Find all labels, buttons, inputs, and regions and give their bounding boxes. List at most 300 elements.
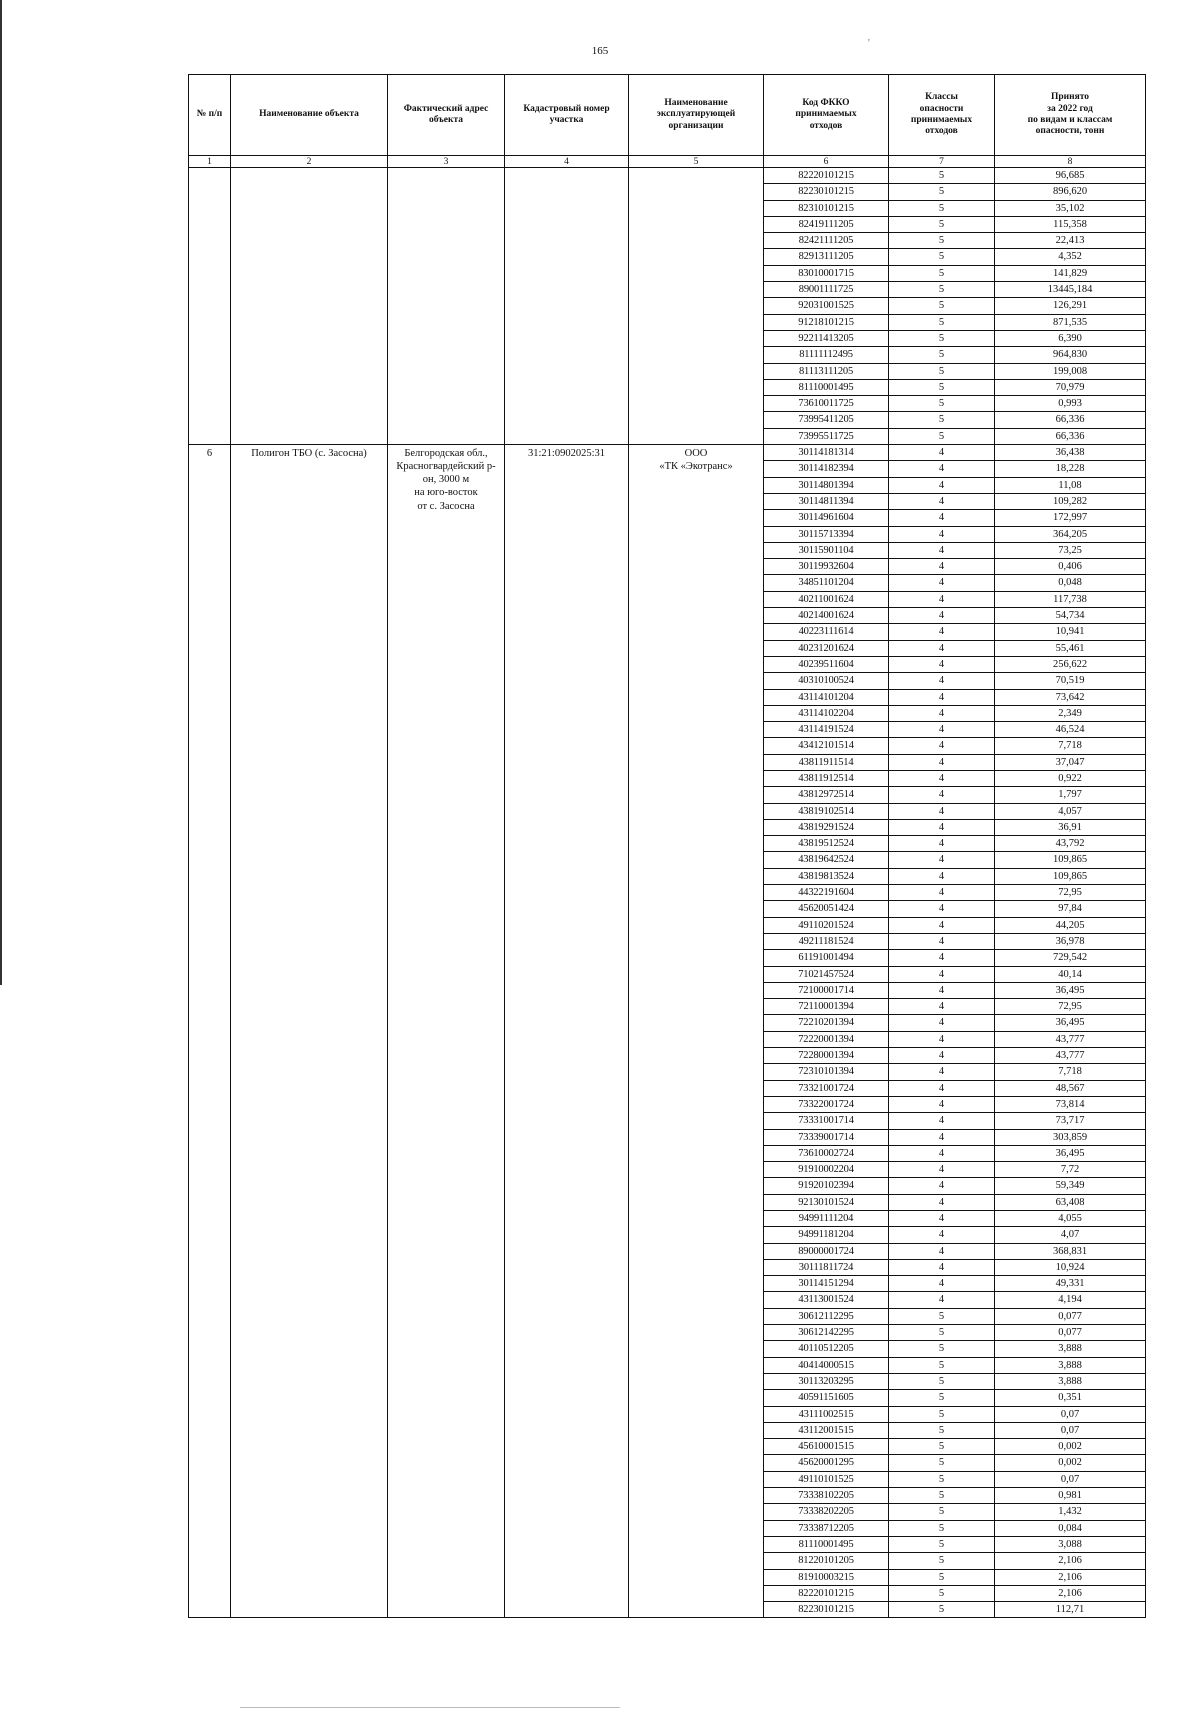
hazard-class-cell: 5 — [889, 1569, 995, 1585]
fkko-code-cell: 43111002515 — [764, 1406, 889, 1422]
hazard-class-cell: 5 — [889, 1308, 995, 1324]
accepted-amount-cell: 172,997 — [995, 510, 1146, 526]
accepted-amount-cell: 55,461 — [995, 640, 1146, 656]
hazard-class-cell: 4 — [889, 1194, 995, 1210]
accepted-amount-cell: 11,08 — [995, 477, 1146, 493]
hazard-class-cell: 4 — [889, 624, 995, 640]
accepted-amount-cell: 7,718 — [995, 1064, 1146, 1080]
fkko-code-cell: 43811911514 — [764, 754, 889, 770]
hazard-class-cell: 5 — [889, 428, 995, 444]
accepted-amount-cell: 70,519 — [995, 673, 1146, 689]
accepted-amount-cell: 115,358 — [995, 216, 1146, 232]
accepted-amount-cell: 109,865 — [995, 852, 1146, 868]
accepted-amount-cell: 0,002 — [995, 1455, 1146, 1471]
fkko-code-cell: 34851101204 — [764, 575, 889, 591]
fkko-code-cell: 73338712205 — [764, 1520, 889, 1536]
hazard-class-cell: 4 — [889, 1113, 995, 1129]
header-hazard-class: Классы опасности принимаемых отходов — [889, 75, 995, 156]
header-operator: Наименование эксплуатирующей организации — [629, 75, 764, 156]
hazard-class-cell: 5 — [889, 347, 995, 363]
column-number: 3 — [388, 156, 505, 168]
hazard-class-cell: 4 — [889, 445, 995, 461]
accepted-amount-cell: 97,84 — [995, 901, 1146, 917]
hazard-class-cell: 4 — [889, 1259, 995, 1275]
hazard-class-cell: 4 — [889, 738, 995, 754]
hazard-class-cell: 4 — [889, 559, 995, 575]
table-row — [189, 168, 1146, 184]
hazard-class-cell: 4 — [889, 1064, 995, 1080]
fkko-code-cell: 40223111614 — [764, 624, 889, 640]
hazard-class-cell: 4 — [889, 591, 995, 607]
fkko-code-cell: 43112001515 — [764, 1422, 889, 1438]
fkko-code-cell: 43819102514 — [764, 803, 889, 819]
accepted-amount-cell: 3,088 — [995, 1536, 1146, 1552]
accepted-amount-cell: 199,008 — [995, 363, 1146, 379]
fkko-code-cell: 73338202205 — [764, 1504, 889, 1520]
fkko-code-cell: 73995411205 — [764, 412, 889, 428]
fkko-code-cell: 40414000515 — [764, 1357, 889, 1373]
fkko-code-cell: 72110001394 — [764, 999, 889, 1015]
accepted-amount-cell: 964,830 — [995, 347, 1146, 363]
fkko-code-cell: 73331001714 — [764, 1113, 889, 1129]
accepted-amount-cell: 73,814 — [995, 1096, 1146, 1112]
scan-edge-line — [0, 0, 2, 985]
accepted-amount-cell: 729,542 — [995, 950, 1146, 966]
fkko-code-cell: 30114801394 — [764, 477, 889, 493]
fkko-code-cell: 43114101204 — [764, 689, 889, 705]
accepted-amount-cell: 0,981 — [995, 1488, 1146, 1504]
accepted-amount-cell: 59,349 — [995, 1178, 1146, 1194]
accepted-amount-cell: 4,194 — [995, 1292, 1146, 1308]
fkko-code-cell: 61191001494 — [764, 950, 889, 966]
fkko-code-cell: 40591151605 — [764, 1390, 889, 1406]
hazard-class-cell: 4 — [889, 640, 995, 656]
header-fkko-code: Код ФККО принимаемых отходов — [764, 75, 889, 156]
object-address: Белгородская обл., Красногвардейский р- он, 3000 м на юго-восток от с. Засосна — [396, 448, 496, 512]
hazard-class-cell: 5 — [889, 1488, 995, 1504]
hazard-class-cell: 4 — [889, 933, 995, 949]
hazard-class-cell: 4 — [889, 1048, 995, 1064]
accepted-amount-cell: 7,718 — [995, 738, 1146, 754]
hazard-class-cell: 4 — [889, 1129, 995, 1145]
fkko-code-cell: 30114961604 — [764, 510, 889, 526]
fkko-code-cell: 40231201624 — [764, 640, 889, 656]
accepted-amount-cell: 1,432 — [995, 1504, 1146, 1520]
hazard-class-cell: 5 — [889, 412, 995, 428]
fkko-code-cell: 73321001724 — [764, 1080, 889, 1096]
fkko-code-cell: 81111112495 — [764, 347, 889, 363]
hazard-class-cell: 5 — [889, 330, 995, 346]
header-number: № п/п — [189, 75, 231, 156]
fkko-code-cell: 30115713394 — [764, 526, 889, 542]
hazard-class-cell: 5 — [889, 1357, 995, 1373]
accepted-amount-cell: 13445,184 — [995, 282, 1146, 298]
fkko-code-cell: 30119932604 — [764, 559, 889, 575]
previous-object-address — [388, 168, 505, 445]
accepted-amount-cell: 4,057 — [995, 803, 1146, 819]
hazard-class-cell: 5 — [889, 1471, 995, 1487]
accepted-amount-cell: 66,336 — [995, 428, 1146, 444]
hazard-class-cell: 5 — [889, 379, 995, 395]
fkko-code-cell: 43812972514 — [764, 787, 889, 803]
hazard-class-cell: 4 — [889, 999, 995, 1015]
accepted-amount-cell: 54,734 — [995, 608, 1146, 624]
accepted-amount-cell: 22,413 — [995, 233, 1146, 249]
fkko-code-cell: 30612112295 — [764, 1308, 889, 1324]
accepted-amount-cell: 96,685 — [995, 168, 1146, 184]
hazard-class-cell: 4 — [889, 1211, 995, 1227]
hazard-class-cell: 4 — [889, 1145, 995, 1161]
waste-table — [188, 74, 1146, 1618]
fkko-code-cell: 82913111205 — [764, 249, 889, 265]
hazard-class-cell: 5 — [889, 249, 995, 265]
hazard-class-cell: 5 — [889, 1455, 995, 1471]
hazard-class-cell: 5 — [889, 1536, 995, 1552]
header-cadastral: Кадастровый номер участка — [505, 75, 629, 156]
hazard-class-cell: 4 — [889, 917, 995, 933]
column-number: 6 — [764, 156, 889, 168]
column-number: 4 — [505, 156, 629, 168]
fkko-code-cell: 81110001495 — [764, 379, 889, 395]
column-number: 2 — [231, 156, 388, 168]
hazard-class-cell: 4 — [889, 901, 995, 917]
hazard-class-cell: 4 — [889, 542, 995, 558]
fkko-code-cell: 30612142295 — [764, 1325, 889, 1341]
fkko-code-cell: 82230101215 — [764, 184, 889, 200]
hazard-class-cell: 5 — [889, 1341, 995, 1357]
object-operator-cell — [629, 445, 764, 1618]
accepted-amount-cell: 36,495 — [995, 1015, 1146, 1031]
fkko-code-cell: 43811912514 — [764, 770, 889, 786]
accepted-amount-cell: 3,888 — [995, 1373, 1146, 1389]
fkko-code-cell: 45610001515 — [764, 1439, 889, 1455]
hazard-class-cell: 4 — [889, 575, 995, 591]
object-cadastral-number-cell — [505, 445, 629, 1618]
hazard-class-cell: 4 — [889, 461, 995, 477]
accepted-amount-cell: 368,831 — [995, 1243, 1146, 1259]
accepted-amount-cell: 66,336 — [995, 412, 1146, 428]
page-number: 165 — [591, 45, 609, 57]
accepted-amount-cell: 109,865 — [995, 868, 1146, 884]
previous-object-cells — [189, 168, 231, 445]
hazard-class-cell: 4 — [889, 1243, 995, 1259]
accepted-amount-cell: 36,495 — [995, 1145, 1146, 1161]
scan-speck: ' — [868, 38, 870, 49]
hazard-class-cell: 4 — [889, 852, 995, 868]
fkko-code-cell: 43819512524 — [764, 836, 889, 852]
fkko-code-cell: 30114811394 — [764, 493, 889, 509]
accepted-amount-cell: 0,07 — [995, 1471, 1146, 1487]
fkko-code-cell: 82220101215 — [764, 168, 889, 184]
hazard-class-cell: 4 — [889, 608, 995, 624]
accepted-amount-cell: 43,792 — [995, 836, 1146, 852]
accepted-amount-cell: 73,717 — [995, 1113, 1146, 1129]
hazard-class-cell: 5 — [889, 1390, 995, 1406]
fkko-code-cell: 91218101215 — [764, 314, 889, 330]
hazard-class-cell: 4 — [889, 819, 995, 835]
hazard-class-cell: 5 — [889, 216, 995, 232]
accepted-amount-cell: 303,859 — [995, 1129, 1146, 1145]
fkko-code-cell: 40110512205 — [764, 1341, 889, 1357]
hazard-class-cell: 4 — [889, 950, 995, 966]
hazard-class-cell: 5 — [889, 200, 995, 216]
fkko-code-cell: 73339001714 — [764, 1129, 889, 1145]
fkko-code-cell: 40310100524 — [764, 673, 889, 689]
accepted-amount-cell: 36,438 — [995, 445, 1146, 461]
fkko-code-cell: 73338102205 — [764, 1488, 889, 1504]
fkko-code-cell: 71021457524 — [764, 966, 889, 982]
accepted-amount-cell: 49,331 — [995, 1276, 1146, 1292]
fkko-code-cell: 49211181524 — [764, 933, 889, 949]
hazard-class-cell: 4 — [889, 1227, 995, 1243]
accepted-amount-cell: 0,077 — [995, 1308, 1146, 1324]
hazard-class-cell: 5 — [889, 1325, 995, 1341]
hazard-class-cell: 4 — [889, 754, 995, 770]
accepted-amount-cell: 43,777 — [995, 1048, 1146, 1064]
hazard-class-cell: 4 — [889, 493, 995, 509]
fkko-code-cell: 30113203295 — [764, 1373, 889, 1389]
accepted-amount-cell: 73,25 — [995, 542, 1146, 558]
accepted-amount-cell: 73,642 — [995, 689, 1146, 705]
hazard-class-cell: 5 — [889, 1406, 995, 1422]
accepted-amount-cell: 2,106 — [995, 1585, 1146, 1601]
fkko-code-cell: 30114181314 — [764, 445, 889, 461]
accepted-amount-cell: 4,07 — [995, 1227, 1146, 1243]
previous-object-operator — [629, 168, 764, 445]
table-row — [189, 445, 1146, 461]
accepted-amount-cell: 2,349 — [995, 705, 1146, 721]
accepted-amount-cell: 63,408 — [995, 1194, 1146, 1210]
hazard-class-cell: 5 — [889, 184, 995, 200]
hazard-class-cell: 5 — [889, 1602, 995, 1618]
column-number: 5 — [629, 156, 764, 168]
hazard-class-cell: 4 — [889, 1292, 995, 1308]
accepted-amount-cell: 36,495 — [995, 982, 1146, 998]
accepted-amount-cell: 3,888 — [995, 1341, 1146, 1357]
accepted-amount-cell: 37,047 — [995, 754, 1146, 770]
fkko-code-cell: 45620001295 — [764, 1455, 889, 1471]
hazard-class-cell: 4 — [889, 1096, 995, 1112]
hazard-class-cell: 4 — [889, 673, 995, 689]
hazard-class-cell: 4 — [889, 1080, 995, 1096]
hazard-class-cell: 5 — [889, 1373, 995, 1389]
fkko-code-cell: 89000001724 — [764, 1243, 889, 1259]
accepted-amount-cell: 0,048 — [995, 575, 1146, 591]
accepted-amount-cell: 72,95 — [995, 885, 1146, 901]
fkko-code-cell: 82421111205 — [764, 233, 889, 249]
previous-object-name — [231, 168, 388, 445]
fkko-code-cell: 43412101514 — [764, 738, 889, 754]
accepted-amount-cell: 0,922 — [995, 770, 1146, 786]
accepted-amount-cell: 0,077 — [995, 1325, 1146, 1341]
fkko-code-cell: 72220001394 — [764, 1031, 889, 1047]
hazard-class-cell: 4 — [889, 656, 995, 672]
hazard-class-cell: 4 — [889, 770, 995, 786]
fkko-code-cell: 91910002204 — [764, 1162, 889, 1178]
fkko-code-cell: 40214001624 — [764, 608, 889, 624]
object-operator: ООО «ТК «Экотранс» — [659, 448, 733, 473]
accepted-amount-cell: 871,535 — [995, 314, 1146, 330]
accepted-amount-cell: 3,888 — [995, 1357, 1146, 1373]
object-number-cell — [189, 445, 231, 1618]
column-number: 7 — [889, 156, 995, 168]
accepted-amount-cell: 35,102 — [995, 200, 1146, 216]
accepted-amount-cell: 36,91 — [995, 819, 1146, 835]
object-number: 6 — [206, 448, 213, 460]
fkko-code-cell: 49110101525 — [764, 1471, 889, 1487]
hazard-class-cell: 4 — [889, 1276, 995, 1292]
hazard-class-cell: 5 — [889, 282, 995, 298]
accepted-amount-cell: 0,084 — [995, 1520, 1146, 1536]
hazard-class-cell: 5 — [889, 1520, 995, 1536]
column-number-row — [189, 156, 1146, 168]
accepted-amount-cell: 126,291 — [995, 298, 1146, 314]
accepted-amount-cell: 1,797 — [995, 787, 1146, 803]
fkko-code-cell: 73610011725 — [764, 396, 889, 412]
fkko-code-cell: 43819813524 — [764, 868, 889, 884]
accepted-amount-cell: 18,228 — [995, 461, 1146, 477]
accepted-amount-cell: 72,95 — [995, 999, 1146, 1015]
fkko-code-cell: 94991111204 — [764, 1211, 889, 1227]
fkko-code-cell: 40239511604 — [764, 656, 889, 672]
fkko-code-cell: 72210201394 — [764, 1015, 889, 1031]
accepted-amount-cell: 2,106 — [995, 1569, 1146, 1585]
hazard-class-cell: 4 — [889, 868, 995, 884]
accepted-amount-cell: 109,282 — [995, 493, 1146, 509]
accepted-amount-cell: 117,738 — [995, 591, 1146, 607]
fkko-code-cell: 81113111205 — [764, 363, 889, 379]
fkko-code-cell: 30114182394 — [764, 461, 889, 477]
hazard-class-cell: 5 — [889, 396, 995, 412]
hazard-class-cell: 4 — [889, 510, 995, 526]
fkko-code-cell: 30111811724 — [764, 1259, 889, 1275]
accepted-amount-cell: 112,71 — [995, 1602, 1146, 1618]
object-cadastral-number: 31:21:0902025:31 — [527, 448, 605, 460]
fkko-code-cell: 49110201524 — [764, 917, 889, 933]
fkko-code-cell: 91920102394 — [764, 1178, 889, 1194]
fkko-code-cell: 43114102204 — [764, 705, 889, 721]
accepted-amount-cell: 10,941 — [995, 624, 1146, 640]
accepted-amount-cell: 10,924 — [995, 1259, 1146, 1275]
hazard-class-cell: 5 — [889, 1439, 995, 1455]
accepted-amount-cell: 0,351 — [995, 1390, 1146, 1406]
fkko-code-cell: 43113001524 — [764, 1292, 889, 1308]
accepted-amount-cell: 141,829 — [995, 265, 1146, 281]
fkko-code-cell: 81220101205 — [764, 1553, 889, 1569]
header-accepted: Принято за 2022 год по видам и классам опасности, тонн — [995, 75, 1146, 156]
accepted-amount-cell: 44,205 — [995, 917, 1146, 933]
fkko-code-cell: 72280001394 — [764, 1048, 889, 1064]
hazard-class-cell: 5 — [889, 1585, 995, 1601]
accepted-amount-cell: 48,567 — [995, 1080, 1146, 1096]
fkko-code-cell: 44322191604 — [764, 885, 889, 901]
accepted-amount-cell: 36,978 — [995, 933, 1146, 949]
hazard-class-cell: 4 — [889, 803, 995, 819]
object-address-cell — [388, 445, 505, 1618]
fkko-code-cell: 43114191524 — [764, 722, 889, 738]
hazard-class-cell: 4 — [889, 1178, 995, 1194]
fkko-code-cell: 30115901104 — [764, 542, 889, 558]
object-name-cell — [231, 445, 388, 1618]
hazard-class-cell: 4 — [889, 787, 995, 803]
fkko-code-cell: 73322001724 — [764, 1096, 889, 1112]
fkko-code-cell: 72310101394 — [764, 1064, 889, 1080]
object-name: Полигон ТБО (с. Засосна) — [251, 448, 367, 460]
accepted-amount-cell: 256,622 — [995, 656, 1146, 672]
accepted-amount-cell: 4,352 — [995, 249, 1146, 265]
accepted-amount-cell: 0,07 — [995, 1406, 1146, 1422]
header-row — [189, 75, 1146, 156]
previous-object-cadastral — [505, 168, 629, 445]
accepted-amount-cell: 0,993 — [995, 396, 1146, 412]
fkko-code-cell: 72100001714 — [764, 982, 889, 998]
accepted-amount-cell: 2,106 — [995, 1553, 1146, 1569]
hazard-class-cell: 4 — [889, 689, 995, 705]
accepted-amount-cell: 46,524 — [995, 722, 1146, 738]
fkko-code-cell: 43819291524 — [764, 819, 889, 835]
accepted-amount-cell: 0,07 — [995, 1422, 1146, 1438]
fkko-code-cell: 82220101215 — [764, 1585, 889, 1601]
hazard-class-cell: 5 — [889, 168, 995, 184]
fkko-code-cell: 94991181204 — [764, 1227, 889, 1243]
hazard-class-cell: 4 — [889, 1015, 995, 1031]
fkko-code-cell: 81910003215 — [764, 1569, 889, 1585]
fkko-code-cell: 43819642524 — [764, 852, 889, 868]
hazard-class-cell: 5 — [889, 1422, 995, 1438]
fkko-code-cell: 73610002724 — [764, 1145, 889, 1161]
scan-footer-line — [240, 1707, 620, 1708]
fkko-code-cell: 82419111205 — [764, 216, 889, 232]
fkko-code-cell: 89001111725 — [764, 282, 889, 298]
fkko-code-cell: 40211001624 — [764, 591, 889, 607]
hazard-class-cell: 5 — [889, 363, 995, 379]
accepted-amount-cell: 40,14 — [995, 966, 1146, 982]
fkko-code-cell: 83010001715 — [764, 265, 889, 281]
fkko-code-cell: 92211413205 — [764, 330, 889, 346]
column-number: 1 — [189, 156, 231, 168]
fkko-code-cell: 92130101524 — [764, 1194, 889, 1210]
accepted-amount-cell: 43,777 — [995, 1031, 1146, 1047]
fkko-code-cell: 92031001525 — [764, 298, 889, 314]
hazard-class-cell: 4 — [889, 1031, 995, 1047]
hazard-class-cell: 5 — [889, 298, 995, 314]
hazard-class-cell: 5 — [889, 1504, 995, 1520]
hazard-class-cell: 4 — [889, 722, 995, 738]
header-address: Фактический адрес объекта — [388, 75, 505, 156]
accepted-amount-cell: 896,620 — [995, 184, 1146, 200]
table-body — [189, 168, 1146, 1618]
fkko-code-cell: 45620051424 — [764, 901, 889, 917]
hazard-class-cell: 4 — [889, 885, 995, 901]
accepted-amount-cell: 4,055 — [995, 1211, 1146, 1227]
hazard-class-cell: 4 — [889, 1162, 995, 1178]
hazard-class-cell: 5 — [889, 233, 995, 249]
accepted-amount-cell: 364,205 — [995, 526, 1146, 542]
accepted-amount-cell: 70,979 — [995, 379, 1146, 395]
fkko-code-cell: 82310101215 — [764, 200, 889, 216]
hazard-class-cell: 4 — [889, 836, 995, 852]
hazard-class-cell: 5 — [889, 265, 995, 281]
hazard-class-cell: 4 — [889, 966, 995, 982]
accepted-amount-cell: 7,72 — [995, 1162, 1146, 1178]
hazard-class-cell: 5 — [889, 1553, 995, 1569]
hazard-class-cell: 4 — [889, 526, 995, 542]
fkko-code-cell: 73995511725 — [764, 428, 889, 444]
accepted-amount-cell: 0,002 — [995, 1439, 1146, 1455]
hazard-class-cell: 4 — [889, 705, 995, 721]
table-header — [189, 75, 1146, 168]
hazard-class-cell: 4 — [889, 982, 995, 998]
